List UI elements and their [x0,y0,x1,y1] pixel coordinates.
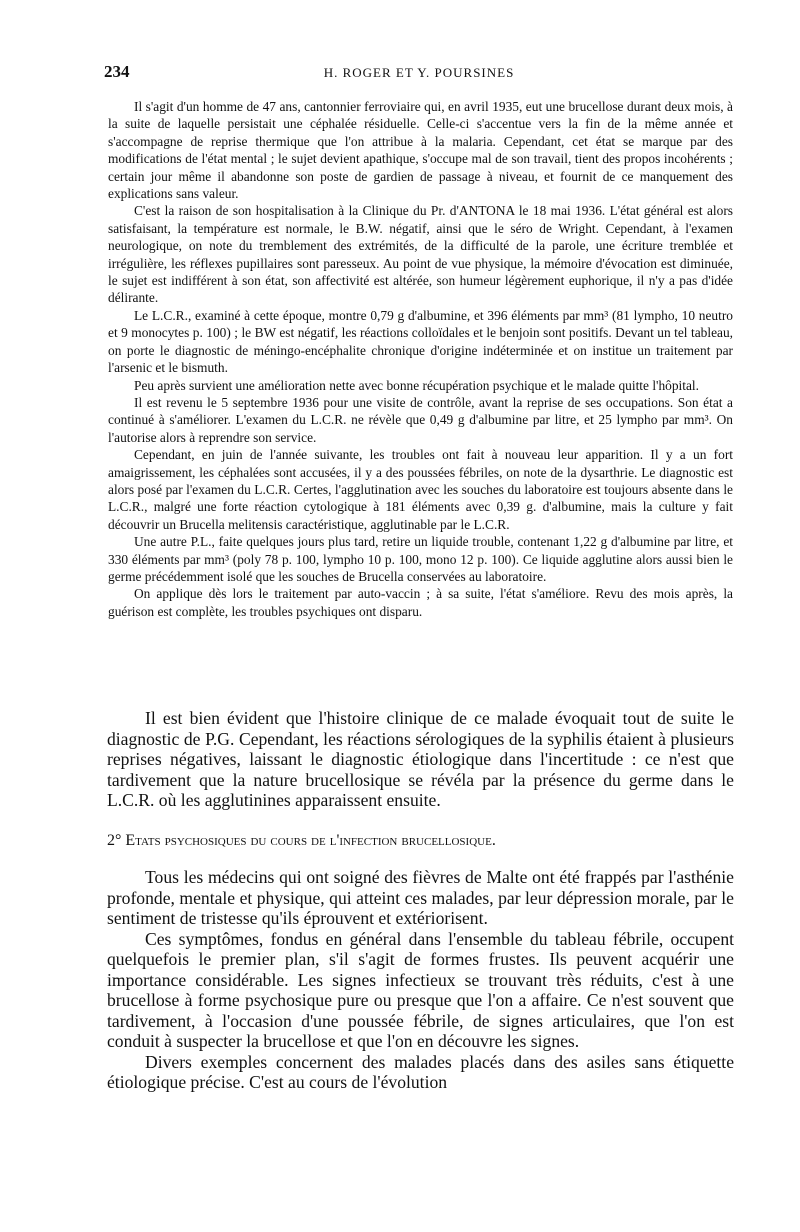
body-text [107,708,734,1093]
section-number: 2° [107,831,122,849]
case-paragraph: Le L.C.R., examiné à cette époque, montre 0,79 g d'albumine, et 396 éléments par mm³ (81 lympho, 10 neutro et 9 monocytes p. 100) ; le BW est négatif, les réactions colloïdales et le benjoin sont positifs. Devant un tel tableau, on porte le diagnostic de méningo-encéphalite chronique d'origine indéterminée et on institue un traitement par l'arsenic et le bismuth. [108,307,733,376]
case-paragraph: Il est revenu le 5 septembre 1936 pour une visite de contrôle, avant la reprise de ses occupations. Son état a continué à s'améliorer. L'examen du L.C.R. ne révèle que 0,49 g d'albumine par litre, et 25 lympho par mm³. On l'autorise alors à reprendre son service. [108,394,733,445]
case-paragraph: Il s'agit d'un homme de 47 ans, cantonnier ferroviaire qui, en avril 1935, eut une brucellose durant deux mois, à la suite de laquelle persistait une céphalée résiduelle. Celle-ci s'accentue vers la fin de la même année et s'accompagne de reprise thermique que l'on attribue à la malaria. Cependant, cet état se marque par des modifications de l'état mental ; le sujet devient apathique, s'occupe mal de son travail, tient des propos incohérents ; certain jour même il abandonne son poste de gardien de passage à niveau, et fournit de ce manquement des explications sans valeur. [108,99,733,202]
section-paragraph: Ces symptômes, fondus en général dans l'ensemble du tableau fébrile, occupent quelquefois le premier plan, s'il s'agit de formes frustes. Ils peuvent acquérir une importance considérable. Les signes infectieux se trouvant très réduits, c'est à une brucellose à forme psychosique pure ou presque que l'on a affaire. Ce n'est souvent que tardivement, à l'occasion d'une poussée fébrile, de signes articulaires, que l'on est conduit à suspecter la brucellose et que l'on en découvre les signes. [107,928,734,1051]
section-paragraph: Divers exemples concernent des malades placés dans des asiles sans étiquette étiologique précise. C'est au cours de l'évolution [107,1051,734,1092]
case-report [108,98,733,620]
case-paragraph: C'est la raison de son hospitalisation à la Clinique du Pr. d'ANTONA le 18 mai 1936. L'état général est alors satisfaisant, la température est normale, le B.W. négatif, ainsi que le séro de Wright. Cependant, à l'examen neurologique, on note du tremblement des extrémités, de la difficulté de la parole, une écriture tremblée et irrégulière, les réflexes pupillaires sont paresseux. Au point de vue physique, la mémoire d'évocation est diminuée, le sujet est indifférent à son état, son affectivité est altérée, son humeur légèrement euphorique, il n'y a pas d'idée délirante. [108,203,733,306]
discussion-paragraph: Il est bien évident que l'histoire clinique de ce malade évoquait tout de suite le diagnostic de P.G. Cependant, les réactions sérologiques de la syphilis étaient à plusieurs reprises négatives, laissant le diagnostic étiologique dans l'incertitude : ce n'est que tardivement que la nature brucellosique se révéla par la présence du germe dans le L.C.R. où les agglutinines apparaissent ensuite. [107,708,734,810]
case-paragraph: Cependant, en juin de l'année suivante, les troubles ont fait à nouveau leur apparition. Il y a un fort amaigrissement, les céphalées sont accusées, il y a des poussées fébriles, on note de la dysarthrie. Le diagnostic est alors posé par l'examen du L.C.R. Certes, l'agglutination avec les souches du laboratoire est toujours absente dans le L.C.R., malgré une forte réaction cytologique à 181 éléments avec 0,39 g. d'albumine, mais la culture y fait découvrir un Brucella melitensis caractéristique, agglutinable par le L.C.R. [108,447,733,532]
case-paragraph: Peu après survient une amélioration nette avec bonne récupération psychique et le malade quitte l'hôpital. [134,377,699,393]
section-paragraph: Tous les médecins qui ont soigné des fièvres de Malte ont été frappés par l'asthénie profonde, mentale et physique, qui atteint ces malades, par leur dépression morale, par le sentiment de tristesse qu'ils éprouvent et extériorisent. [107,867,734,928]
section-heading [107,831,734,852]
case-paragraph: Une autre P.L., faite quelques jours plus tard, retire un liquide trouble, contenant 1,22 g d'albumine par litre, et 330 éléments par mm³ (poly 78 p. 100, lympho 10 p. 100, mono 12 p. 100). Ce liquide agglutine alors aussi bien le germe précédemment isolé que les souches de Brucella conservées au laboratoire. [108,534,733,584]
section-title: Etats psychosiques du cours de l'infection brucellosique. [125,831,496,849]
page-number: 234 [104,62,130,81]
page-header [104,62,734,86]
case-paragraph: On applique dès lors le traitement par auto-vaccin ; à sa suite, l'état s'améliore. Revu des mois après, la guérison est complète, les troubles psychiques ont disparu. [108,586,733,619]
running-head: H. ROGER ET Y. POURSINES [323,65,515,80]
